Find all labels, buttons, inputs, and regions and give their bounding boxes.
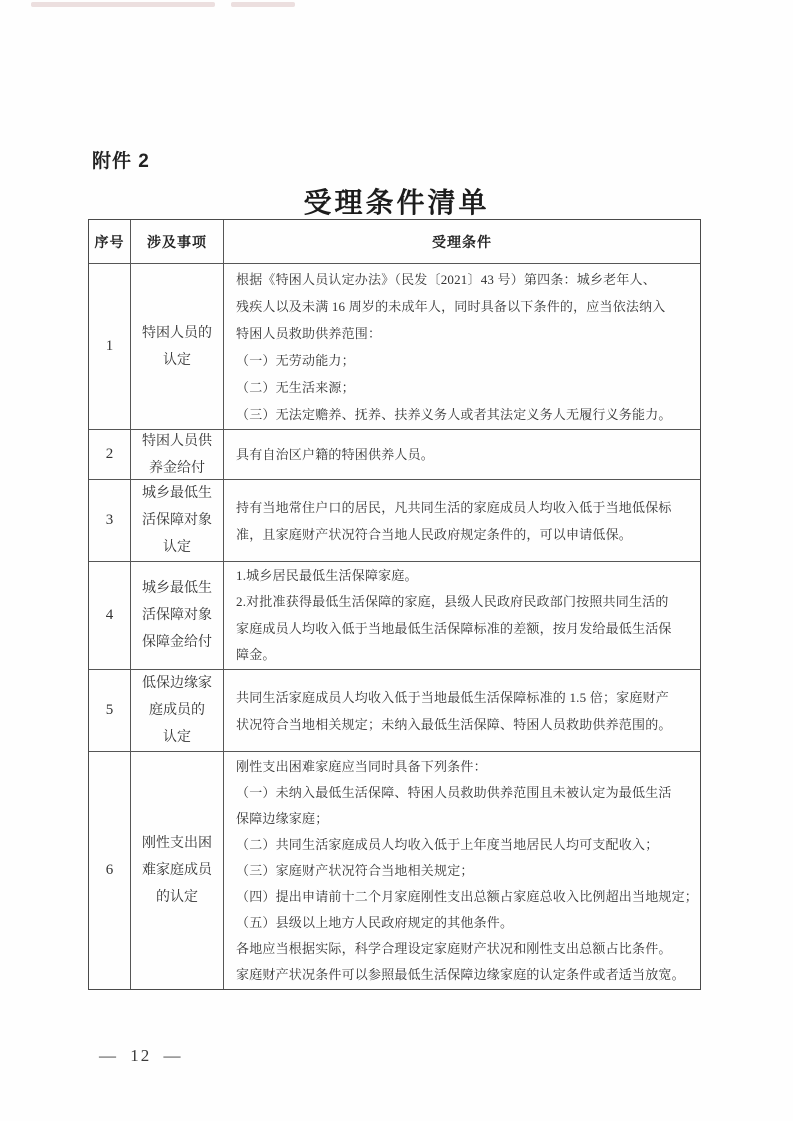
row-number: 1 [89,264,131,429]
table-row [89,751,700,989]
condition-line: 障金。 [236,647,276,662]
matter-line: 活保障对象 [142,513,212,528]
condition-line: （二）无生活来源； [236,379,355,395]
matter-line: 低保边缘家 [142,676,212,691]
matter-line: 特困人员的 [142,325,212,341]
condition-line: 家庭成员人均收入低于当地最低生活保障标准的差额，按月发给最低生活保 [236,620,672,636]
matter-line: 的认定 [156,890,198,905]
row-number: 3 [89,480,131,561]
matter-line: 难家庭成员 [142,863,212,878]
matter-cell [131,670,224,751]
condition-line: 持有当地常住户口的居民，凡共同生活的家庭成员人均收入低于当地低保标 [236,499,672,515]
condition-cell [224,480,700,561]
condition-line: 准，且家庭财产状况符合当地人民政府规定条件的，可以申请低保。 [236,526,633,542]
condition-line: 各地应当根据实际，科学合理设定家庭财产状况和刚性支出总额占比条件。 [236,940,672,956]
condition-line: 残疾人以及未满 16 周岁的未成年人，同时具备以下条件的，应当依法纳入 [236,298,666,314]
table-header-row [89,220,700,263]
matter-line: 认定 [163,352,191,368]
matter-line: 城乡最低生 [142,581,212,596]
condition-line: （一）无劳动能力； [236,352,355,368]
header-matter: 涉及事项 [131,220,224,263]
condition-cell [224,752,700,989]
row-number: 6 [89,752,131,989]
matter-cell [131,264,224,429]
matter-cell [131,480,224,561]
condition-line: 保障边缘家庭； [236,810,329,826]
matter-line: 养金给付 [149,460,205,476]
matter-line: 城乡最低生 [142,486,212,501]
condition-line: （五）县级以上地方人民政府规定的其他条件。 [236,914,514,930]
conditions-table [88,219,701,990]
header-no: 序号 [89,220,131,263]
condition-line: （一）未纳入最低生活保障、特困人员救助供养范围且未被认定为最低生活 [236,784,672,800]
condition-cell [224,670,700,751]
matter-line: 特困人员供 [142,433,212,449]
header-condition: 受理条件 [432,233,492,250]
matter-line: 保障金给付 [142,635,212,650]
table-row [89,429,700,479]
condition-line: （四）提出申请前十二个月家庭刚性支出总额占家庭总收入比例超出当地规定； [236,888,699,904]
condition-line: 共同生活家庭成员人均收入低于当地最低生活保障标准的 1.5 倍；家庭财产 [236,689,669,705]
table-row [89,669,700,751]
condition-line: 状况符合当地相关规定；未纳入最低生活保障、特困人员救助供养范围的。 [236,716,672,732]
row-number: 2 [89,430,131,479]
condition-line: 2.对批准获得最低生活保障的家庭，县级人民政府民政部门按照共同生活的 [236,594,669,609]
table-row [89,263,700,429]
table-row [89,561,700,669]
condition-line: 特困人员救助供养范围： [236,325,382,341]
condition-line: （三）家庭财产状况符合当地相关规定； [236,862,474,878]
condition-line: 根据《特困人员认定办法》（民发〔2021〕43 号）第四条：城乡老年人、 [236,271,656,287]
condition-line: 1.城乡居民最低生活保障家庭。 [236,567,418,583]
condition-line: 刚性支出困难家庭应当同时具备下列条件： [236,758,487,774]
scan-artifact [231,2,295,7]
matter-line: 庭成员的 [149,703,205,718]
matter-cell [131,430,224,479]
condition-cell [224,430,700,479]
condition-line: 家庭财产状况条件可以参照最低生活保障边缘家庭的认定条件或者适当放宽。 [236,966,685,982]
scan-artifact [31,2,215,7]
condition-line: 具有自治区户籍的特困供养人员。 [236,447,435,462]
attachment-label: 附件 2 [92,151,150,172]
page-title: 受理条件清单 [303,188,490,219]
matter-line: 认定 [163,730,191,745]
table-row [89,479,700,561]
matter-line: 活保障对象 [142,608,212,623]
matter-line: 刚性支出困 [142,836,212,851]
condition-cell [224,562,700,669]
row-number: 5 [89,670,131,751]
condition-line: （三）无法定赡养、抚养、扶养义务人或者其法定义务人无履行义务能力。 [236,406,672,422]
matter-cell [131,752,224,989]
matter-cell [131,562,224,669]
row-number: 4 [89,562,131,669]
matter-line: 认定 [163,540,191,555]
condition-line: （二）共同生活家庭成员人均收入低于上年度当地居民人均可支配收入； [236,836,659,852]
condition-cell [224,264,700,429]
page-number: — 12 — [99,1046,183,1065]
